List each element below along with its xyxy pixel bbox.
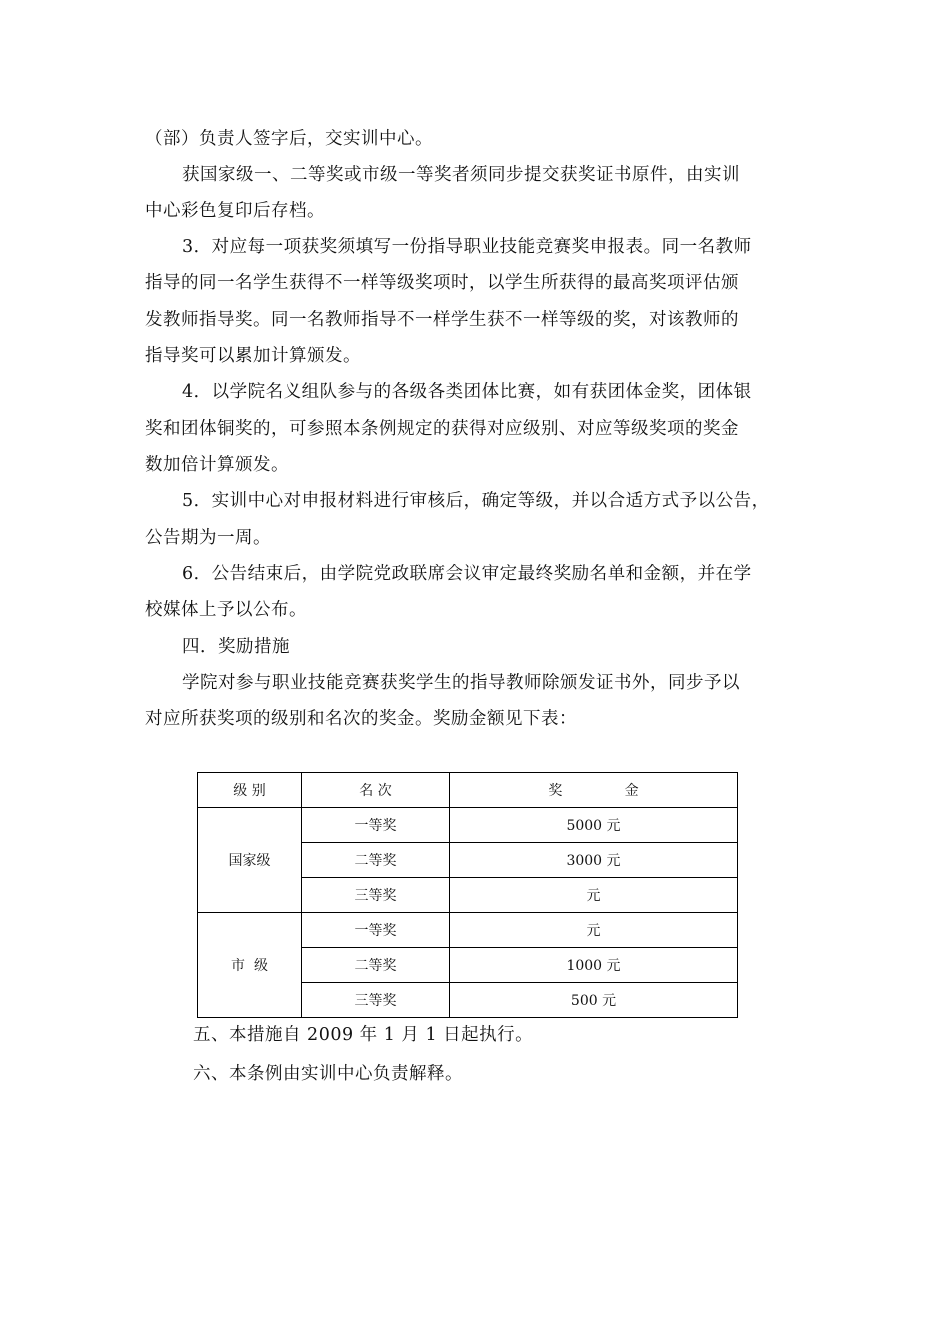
header-rank: 名 次 [302, 773, 450, 808]
rank-cell: 三等奖 [302, 878, 450, 913]
paragraph-line: 数加倍计算颁发。 [145, 455, 289, 475]
paragraph-line: 指导奖可以累加计算颁发。 [145, 346, 361, 366]
rank-cell: 三等奖 [302, 983, 450, 1018]
paragraph-line: 学院对参与职业技能竞赛获奖学生的指导教师除颁发证书外，同步予以 [182, 673, 740, 693]
rank-cell: 二等奖 [302, 843, 450, 878]
paragraph-line: 4．以学院名义组队参与的各级各类团体比赛，如有获团体金奖，团体银 [182, 382, 752, 402]
paragraph-line: 奖和团体铜奖的，可参照本条例规定的获得对应级别、对应等级奖项的奖金 [145, 419, 739, 439]
table-row [198, 808, 738, 843]
amount-cell: 元 [450, 878, 738, 913]
paragraph-line: 校媒体上予以公布。 [145, 600, 307, 620]
header-amount: 奖 金 [450, 773, 738, 808]
amount-cell: 5000 元 [450, 808, 738, 843]
level-cell: 国家级 [198, 808, 302, 913]
paragraph-line: 对应所获奖项的级别和名次的奖金。奖励金额见下表： [145, 709, 577, 729]
header-level: 级 别 [198, 773, 302, 808]
rank-cell: 一等奖 [302, 913, 450, 948]
paragraph-line: 6．公告结束后，由学院党政联席会议审定最终奖励名单和金额，并在学 [182, 564, 752, 584]
closing-line: 六、本条例由实训中心负责解释。 [193, 1064, 463, 1084]
rank-cell: 二等奖 [302, 948, 450, 983]
paragraph-line: 指导的同一名学生获得不一样等级奖项时，以学生所获得的最高奖项评估颁 [145, 273, 739, 293]
paragraph-line: 获国家级一、二等奖或市级一等奖者须同步提交获奖证书原件，由实训 [182, 165, 740, 185]
amount-cell: 500 元 [450, 983, 738, 1018]
award-table [197, 772, 738, 1018]
section-heading: 四．奖励措施 [182, 637, 290, 657]
table-row [198, 913, 738, 948]
paragraph-line: 发教师指导奖。同一名教师指导不一样学生获不一样等级的奖，对该教师的 [145, 310, 739, 330]
paragraph-line: 5．实训中心对申报材料进行审核后，确定等级，并以合适方式予以公告， [182, 491, 770, 511]
closing-line: 五、本措施自 2009 年 1 月 1 日起执行。 [193, 1025, 534, 1045]
paragraph-line: 3．对应每一项获奖须填写一份指导职业技能竞赛奖申报表。同一名教师 [182, 237, 752, 257]
table-header-row [198, 773, 738, 808]
paragraph-line: 中心彩色复印后存档。 [145, 201, 325, 221]
amount-cell: 3000 元 [450, 843, 738, 878]
paragraph-line: 公告期为一周。 [145, 528, 271, 548]
paragraph-line: （部）负责人签字后，交实训中心。 [145, 129, 433, 149]
level-cell: 市 级 [198, 913, 302, 1018]
amount-cell: 1000 元 [450, 948, 738, 983]
rank-cell: 一等奖 [302, 808, 450, 843]
amount-cell: 元 [450, 913, 738, 948]
